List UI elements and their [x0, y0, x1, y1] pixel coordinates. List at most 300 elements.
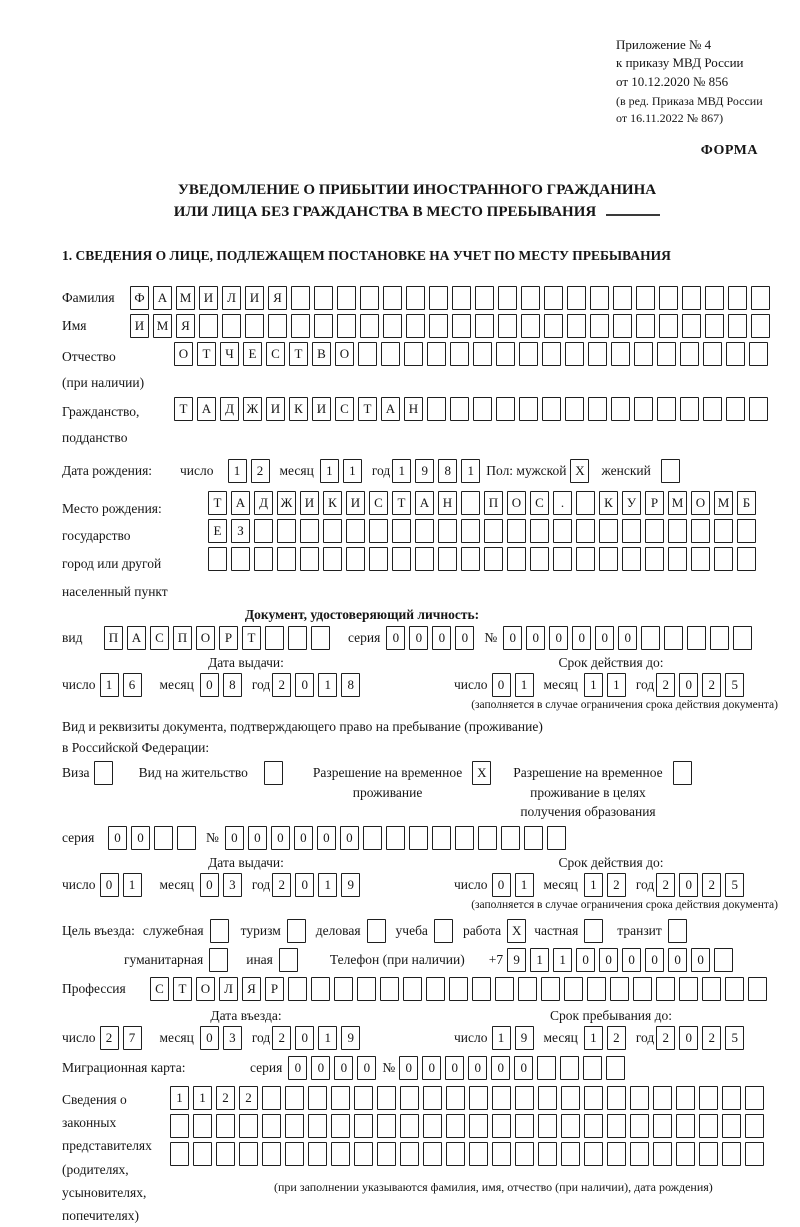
char-cell[interactable]: Ф — [130, 286, 149, 310]
birth-place-grid-1[interactable] — [208, 491, 760, 515]
char-cell[interactable]: 2 — [272, 873, 291, 897]
char-cell[interactable] — [524, 826, 543, 850]
residence-permit-checkbox[interactable] — [264, 761, 287, 785]
char-cell[interactable]: 0 — [225, 826, 244, 850]
char-cell[interactable] — [383, 314, 402, 338]
char-cell[interactable]: А — [153, 286, 172, 310]
char-cell[interactable]: М — [668, 491, 687, 515]
char-cell[interactable]: 0 — [503, 626, 522, 650]
char-cell[interactable]: 9 — [341, 1026, 360, 1050]
char-cell[interactable] — [449, 977, 468, 1001]
char-cell[interactable]: А — [231, 491, 250, 515]
char-cell[interactable]: И — [266, 397, 285, 421]
char-cell[interactable] — [519, 342, 538, 366]
char-cell[interactable] — [611, 397, 630, 421]
char-cell[interactable]: М — [153, 314, 172, 338]
char-cell[interactable] — [216, 1114, 235, 1138]
char-cell[interactable] — [584, 919, 603, 943]
doc-issue-day-grid[interactable] — [100, 673, 146, 697]
char-cell[interactable] — [475, 314, 494, 338]
char-cell[interactable]: 1 — [584, 873, 603, 897]
char-cell[interactable]: 0 — [271, 826, 290, 850]
char-cell[interactable]: 1 — [343, 459, 362, 483]
char-cell[interactable] — [751, 286, 770, 310]
char-cell[interactable] — [383, 286, 402, 310]
char-cell[interactable] — [323, 519, 342, 543]
char-cell[interactable] — [423, 1086, 442, 1110]
char-cell[interactable] — [311, 626, 330, 650]
permit-number-grid[interactable] — [225, 826, 570, 850]
char-cell[interactable]: 0 — [549, 626, 568, 650]
char-cell[interactable]: 1 — [100, 673, 119, 697]
char-cell[interactable] — [682, 286, 701, 310]
char-cell[interactable]: 0 — [618, 626, 637, 650]
char-cell[interactable] — [657, 397, 676, 421]
char-cell[interactable]: 2 — [239, 1086, 258, 1110]
char-cell[interactable] — [703, 342, 722, 366]
char-cell[interactable]: 2 — [702, 673, 721, 697]
char-cell[interactable]: Л — [222, 286, 241, 310]
char-cell[interactable] — [749, 397, 768, 421]
char-cell[interactable] — [403, 977, 422, 1001]
char-cell[interactable] — [478, 826, 497, 850]
permit-issue-day-grid[interactable] — [100, 873, 146, 897]
char-cell[interactable]: 0 — [576, 948, 595, 972]
char-cell[interactable] — [722, 1114, 741, 1138]
char-cell[interactable] — [703, 397, 722, 421]
entry-month-grid[interactable] — [200, 1026, 246, 1050]
char-cell[interactable]: 1 — [515, 673, 534, 697]
char-cell[interactable]: Я — [176, 314, 195, 338]
char-cell[interactable] — [613, 314, 632, 338]
char-cell[interactable] — [432, 826, 451, 850]
char-cell[interactable] — [285, 1114, 304, 1138]
char-cell[interactable] — [728, 314, 747, 338]
char-cell[interactable] — [377, 1142, 396, 1166]
char-cell[interactable] — [699, 1086, 718, 1110]
char-cell[interactable] — [749, 342, 768, 366]
char-cell[interactable]: Т — [174, 397, 193, 421]
char-cell[interactable] — [369, 519, 388, 543]
char-cell[interactable]: 7 — [123, 1026, 142, 1050]
char-cell[interactable] — [518, 977, 537, 1001]
char-cell[interactable] — [501, 826, 520, 850]
permit-valid-day-grid[interactable] — [492, 873, 538, 897]
char-cell[interactable] — [170, 1114, 189, 1138]
char-cell[interactable] — [519, 397, 538, 421]
char-cell[interactable] — [726, 397, 745, 421]
char-cell[interactable] — [346, 519, 365, 543]
char-cell[interactable]: 0 — [445, 1056, 464, 1080]
char-cell[interactable]: 2 — [216, 1086, 235, 1110]
char-cell[interactable] — [714, 519, 733, 543]
char-cell[interactable] — [473, 397, 492, 421]
char-cell[interactable] — [455, 826, 474, 850]
char-cell[interactable] — [314, 286, 333, 310]
char-cell[interactable]: Д — [220, 397, 239, 421]
migration-number-grid[interactable] — [399, 1056, 629, 1080]
char-cell[interactable] — [469, 1114, 488, 1138]
char-cell[interactable]: 1 — [318, 673, 337, 697]
char-cell[interactable] — [358, 342, 377, 366]
char-cell[interactable]: И — [245, 286, 264, 310]
char-cell[interactable] — [661, 459, 680, 483]
char-cell[interactable] — [622, 547, 641, 571]
char-cell[interactable] — [438, 519, 457, 543]
char-cell[interactable]: 0 — [422, 1056, 441, 1080]
char-cell[interactable] — [653, 1114, 672, 1138]
char-cell[interactable] — [450, 397, 469, 421]
char-cell[interactable] — [392, 519, 411, 543]
purpose-humanitarian-checkbox[interactable] — [209, 948, 232, 972]
char-cell[interactable] — [469, 1086, 488, 1110]
char-cell[interactable] — [561, 1086, 580, 1110]
char-cell[interactable] — [613, 286, 632, 310]
char-cell[interactable] — [288, 626, 307, 650]
char-cell[interactable]: Н — [438, 491, 457, 515]
stay-year-grid[interactable] — [656, 1026, 748, 1050]
char-cell[interactable]: 0 — [200, 1026, 219, 1050]
char-cell[interactable]: 0 — [100, 873, 119, 897]
char-cell[interactable] — [498, 314, 517, 338]
char-cell[interactable]: С — [150, 626, 169, 650]
char-cell[interactable] — [495, 977, 514, 1001]
char-cell[interactable] — [659, 286, 678, 310]
char-cell[interactable]: 2 — [656, 673, 675, 697]
char-cell[interactable] — [728, 286, 747, 310]
entry-day-grid[interactable] — [100, 1026, 146, 1050]
char-cell[interactable]: 0 — [455, 626, 474, 650]
doc-valid-year-grid[interactable] — [656, 673, 748, 697]
char-cell[interactable] — [634, 397, 653, 421]
char-cell[interactable] — [300, 519, 319, 543]
migration-series-grid[interactable] — [288, 1056, 380, 1080]
char-cell[interactable] — [438, 547, 457, 571]
char-cell[interactable]: Ж — [243, 397, 262, 421]
char-cell[interactable]: 0 — [399, 1056, 418, 1080]
char-cell[interactable] — [633, 977, 652, 1001]
char-cell[interactable] — [584, 1086, 603, 1110]
char-cell[interactable] — [415, 519, 434, 543]
char-cell[interactable] — [288, 977, 307, 1001]
char-cell[interactable] — [676, 1114, 695, 1138]
char-cell[interactable] — [400, 1142, 419, 1166]
char-cell[interactable] — [216, 1142, 235, 1166]
char-cell[interactable]: 0 — [622, 948, 641, 972]
char-cell[interactable]: 1 — [123, 873, 142, 897]
char-cell[interactable] — [377, 1086, 396, 1110]
char-cell[interactable]: С — [369, 491, 388, 515]
char-cell[interactable] — [193, 1114, 212, 1138]
char-cell[interactable]: 1 — [553, 948, 572, 972]
char-cell[interactable]: 0 — [295, 1026, 314, 1050]
edu-residence-permit-checkbox[interactable] — [673, 761, 696, 785]
char-cell[interactable] — [380, 977, 399, 1001]
char-cell[interactable] — [584, 1142, 603, 1166]
birth-day-grid[interactable] — [228, 459, 274, 483]
char-cell[interactable] — [446, 1142, 465, 1166]
char-cell[interactable] — [657, 342, 676, 366]
char-cell[interactable] — [308, 1086, 327, 1110]
char-cell[interactable] — [452, 286, 471, 310]
char-cell[interactable]: А — [197, 397, 216, 421]
char-cell[interactable] — [400, 1086, 419, 1110]
char-cell[interactable]: П — [173, 626, 192, 650]
char-cell[interactable] — [691, 547, 710, 571]
char-cell[interactable] — [331, 1142, 350, 1166]
char-cell[interactable] — [311, 977, 330, 1001]
char-cell[interactable] — [560, 1056, 579, 1080]
char-cell[interactable]: . — [553, 491, 572, 515]
purpose-other-checkbox[interactable] — [279, 948, 302, 972]
char-cell[interactable]: 2 — [607, 1026, 626, 1050]
char-cell[interactable] — [484, 519, 503, 543]
char-cell[interactable]: 2 — [656, 1026, 675, 1050]
char-cell[interactable]: В — [312, 342, 331, 366]
char-cell[interactable]: 0 — [295, 873, 314, 897]
char-cell[interactable] — [498, 286, 517, 310]
char-cell[interactable]: П — [484, 491, 503, 515]
char-cell[interactable] — [636, 314, 655, 338]
char-cell[interactable] — [210, 919, 229, 943]
char-cell[interactable] — [668, 547, 687, 571]
purpose-transit-checkbox[interactable] — [668, 919, 691, 943]
char-cell[interactable] — [553, 519, 572, 543]
char-cell[interactable] — [386, 826, 405, 850]
char-cell[interactable]: 5 — [725, 873, 744, 897]
char-cell[interactable] — [314, 314, 333, 338]
char-cell[interactable] — [475, 286, 494, 310]
char-cell[interactable]: 0 — [386, 626, 405, 650]
char-cell[interactable]: 0 — [679, 873, 698, 897]
char-cell[interactable]: 9 — [515, 1026, 534, 1050]
permit-issue-month-grid[interactable] — [200, 873, 246, 897]
char-cell[interactable] — [659, 314, 678, 338]
char-cell[interactable]: Т — [208, 491, 227, 515]
char-cell[interactable] — [423, 1114, 442, 1138]
char-cell[interactable]: М — [714, 491, 733, 515]
char-cell[interactable]: 0 — [492, 673, 511, 697]
char-cell[interactable]: С — [335, 397, 354, 421]
char-cell[interactable]: 0 — [334, 1056, 353, 1080]
char-cell[interactable] — [285, 1086, 304, 1110]
char-cell[interactable]: Я — [242, 977, 261, 1001]
char-cell[interactable] — [748, 977, 767, 1001]
char-cell[interactable] — [423, 1142, 442, 1166]
char-cell[interactable]: Р — [265, 977, 284, 1001]
char-cell[interactable] — [496, 397, 515, 421]
entry-year-grid[interactable] — [272, 1026, 364, 1050]
char-cell[interactable]: 0 — [340, 826, 359, 850]
char-cell[interactable] — [542, 342, 561, 366]
char-cell[interactable]: Т — [392, 491, 411, 515]
char-cell[interactable]: X — [570, 459, 589, 483]
doc-issue-month-grid[interactable] — [200, 673, 246, 697]
char-cell[interactable] — [705, 314, 724, 338]
char-cell[interactable]: 0 — [357, 1056, 376, 1080]
char-cell[interactable]: 2 — [272, 1026, 291, 1050]
doc-kind-grid[interactable] — [104, 626, 334, 650]
char-cell[interactable] — [590, 286, 609, 310]
char-cell[interactable] — [409, 826, 428, 850]
char-cell[interactable] — [722, 1142, 741, 1166]
char-cell[interactable] — [170, 1142, 189, 1166]
char-cell[interactable] — [653, 1086, 672, 1110]
char-cell[interactable] — [547, 826, 566, 850]
char-cell[interactable] — [461, 491, 480, 515]
char-cell[interactable]: 9 — [415, 459, 434, 483]
char-cell[interactable]: 0 — [679, 673, 698, 697]
char-cell[interactable] — [599, 547, 618, 571]
char-cell[interactable]: 0 — [668, 948, 687, 972]
char-cell[interactable] — [737, 547, 756, 571]
char-cell[interactable] — [722, 1086, 741, 1110]
char-cell[interactable]: 0 — [599, 948, 618, 972]
doc-issue-year-grid[interactable] — [272, 673, 364, 697]
char-cell[interactable]: 0 — [526, 626, 545, 650]
char-cell[interactable]: 2 — [607, 873, 626, 897]
char-cell[interactable] — [590, 314, 609, 338]
char-cell[interactable] — [239, 1114, 258, 1138]
char-cell[interactable] — [630, 1114, 649, 1138]
stay-day-grid[interactable] — [492, 1026, 538, 1050]
char-cell[interactable] — [588, 342, 607, 366]
char-cell[interactable] — [544, 314, 563, 338]
char-cell[interactable] — [564, 977, 583, 1001]
char-cell[interactable] — [561, 1142, 580, 1166]
char-cell[interactable] — [484, 547, 503, 571]
char-cell[interactable] — [193, 1142, 212, 1166]
char-cell[interactable] — [751, 314, 770, 338]
char-cell[interactable] — [630, 1086, 649, 1110]
char-cell[interactable]: 0 — [294, 826, 313, 850]
char-cell[interactable] — [691, 519, 710, 543]
char-cell[interactable]: 2 — [251, 459, 270, 483]
char-cell[interactable] — [725, 977, 744, 1001]
visa-checkbox[interactable] — [94, 761, 117, 785]
char-cell[interactable] — [737, 519, 756, 543]
char-cell[interactable] — [664, 626, 683, 650]
char-cell[interactable] — [381, 342, 400, 366]
char-cell[interactable]: А — [415, 491, 434, 515]
char-cell[interactable] — [231, 547, 250, 571]
char-cell[interactable] — [354, 1114, 373, 1138]
char-cell[interactable] — [377, 1114, 396, 1138]
char-cell[interactable]: Т — [173, 977, 192, 1001]
char-cell[interactable]: 0 — [595, 626, 614, 650]
char-cell[interactable]: Р — [645, 491, 664, 515]
purpose-tourism-checkbox[interactable] — [287, 919, 310, 943]
male-checkbox[interactable] — [570, 459, 593, 483]
char-cell[interactable]: 1 — [318, 873, 337, 897]
char-cell[interactable] — [676, 1142, 695, 1166]
char-cell[interactable]: 6 — [123, 673, 142, 697]
char-cell[interactable] — [208, 547, 227, 571]
permit-valid-month-grid[interactable] — [584, 873, 630, 897]
char-cell[interactable] — [354, 1086, 373, 1110]
char-cell[interactable] — [668, 519, 687, 543]
char-cell[interactable] — [687, 626, 706, 650]
char-cell[interactable]: 0 — [295, 673, 314, 697]
char-cell[interactable]: Ч — [220, 342, 239, 366]
char-cell[interactable] — [745, 1114, 764, 1138]
char-cell[interactable] — [492, 1114, 511, 1138]
char-cell[interactable]: С — [530, 491, 549, 515]
char-cell[interactable]: 0 — [691, 948, 710, 972]
char-cell[interactable] — [714, 547, 733, 571]
permit-valid-year-grid[interactable] — [656, 873, 748, 897]
char-cell[interactable]: 1 — [318, 1026, 337, 1050]
representatives-grid-1[interactable] — [170, 1086, 768, 1110]
char-cell[interactable] — [469, 1142, 488, 1166]
char-cell[interactable]: 1 — [584, 1026, 603, 1050]
char-cell[interactable] — [576, 519, 595, 543]
char-cell[interactable] — [450, 342, 469, 366]
char-cell[interactable] — [473, 342, 492, 366]
char-cell[interactable]: 0 — [492, 873, 511, 897]
char-cell[interactable] — [680, 397, 699, 421]
char-cell[interactable]: 0 — [317, 826, 336, 850]
char-cell[interactable] — [264, 761, 283, 785]
char-cell[interactable]: 0 — [432, 626, 451, 650]
stay-month-grid[interactable] — [584, 1026, 630, 1050]
representatives-grid-3[interactable] — [170, 1142, 768, 1166]
char-cell[interactable] — [507, 519, 526, 543]
char-cell[interactable] — [507, 547, 526, 571]
char-cell[interactable] — [363, 826, 382, 850]
char-cell[interactable] — [587, 977, 606, 1001]
char-cell[interactable] — [177, 826, 196, 850]
char-cell[interactable]: С — [150, 977, 169, 1001]
char-cell[interactable]: З — [231, 519, 250, 543]
char-cell[interactable] — [515, 1086, 534, 1110]
female-checkbox[interactable] — [661, 459, 684, 483]
char-cell[interactable] — [682, 314, 701, 338]
char-cell[interactable] — [446, 1114, 465, 1138]
char-cell[interactable] — [576, 491, 595, 515]
char-cell[interactable] — [337, 286, 356, 310]
char-cell[interactable] — [357, 977, 376, 1001]
temp-residence-permit-checkbox[interactable] — [472, 761, 495, 785]
char-cell[interactable] — [199, 314, 218, 338]
char-cell[interactable]: У — [622, 491, 641, 515]
char-cell[interactable] — [530, 519, 549, 543]
char-cell[interactable] — [245, 314, 264, 338]
char-cell[interactable] — [699, 1142, 718, 1166]
char-cell[interactable] — [346, 547, 365, 571]
char-cell[interactable] — [360, 286, 379, 310]
char-cell[interactable] — [679, 977, 698, 1001]
char-cell[interactable] — [584, 1114, 603, 1138]
char-cell[interactable] — [561, 1114, 580, 1138]
char-cell[interactable]: О — [196, 977, 215, 1001]
char-cell[interactable] — [291, 286, 310, 310]
surname-grid[interactable] — [130, 286, 774, 310]
char-cell[interactable] — [209, 948, 228, 972]
char-cell[interactable] — [334, 977, 353, 1001]
char-cell[interactable] — [222, 314, 241, 338]
char-cell[interactable] — [565, 342, 584, 366]
char-cell[interactable] — [254, 547, 273, 571]
purpose-private-checkbox[interactable] — [584, 919, 607, 943]
char-cell[interactable] — [567, 286, 586, 310]
permit-series-grid[interactable] — [108, 826, 200, 850]
birth-month-grid[interactable] — [320, 459, 366, 483]
char-cell[interactable] — [530, 547, 549, 571]
char-cell[interactable] — [291, 314, 310, 338]
char-cell[interactable] — [538, 1114, 557, 1138]
char-cell[interactable]: 8 — [223, 673, 242, 697]
